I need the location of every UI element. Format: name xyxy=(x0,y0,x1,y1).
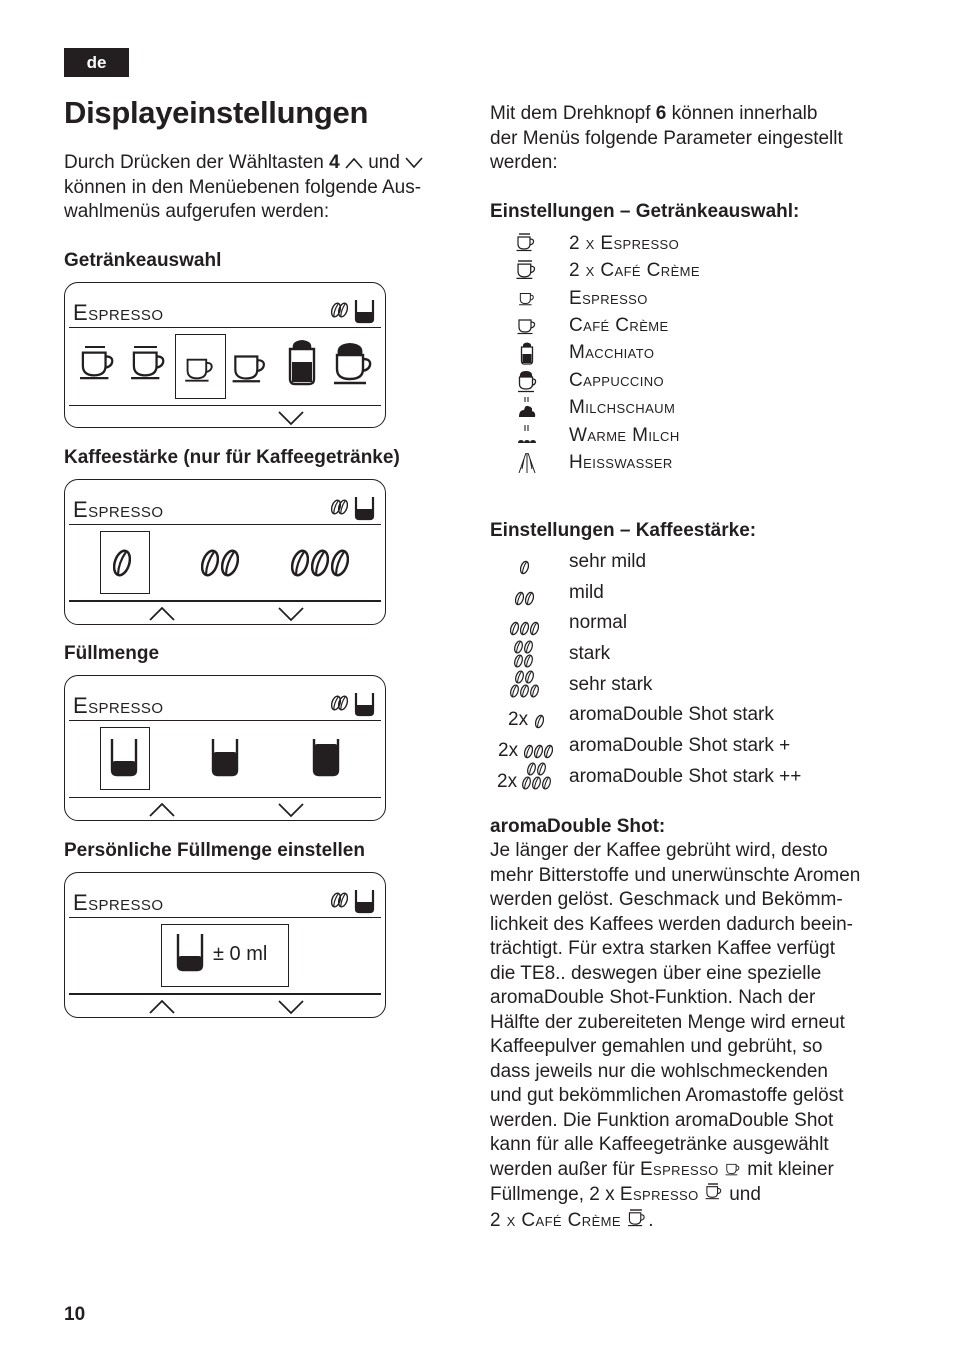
display-title: Espresso xyxy=(73,693,164,718)
bean-5-icon xyxy=(522,762,558,792)
aroma-text: werden außer für xyxy=(490,1158,640,1180)
display-title: Espresso xyxy=(73,497,164,522)
strength-label: aromaDouble Shot stark + xyxy=(569,735,791,756)
display-divider xyxy=(69,405,381,406)
double-shot-prefix: 2x xyxy=(508,709,529,730)
aroma-line: trächtigt. Für extra starken Kaffee verfügt xyxy=(490,938,835,959)
hot-water-icon xyxy=(514,451,540,475)
nav-up-arrow[interactable] xyxy=(149,803,175,817)
bean-1-icon xyxy=(520,560,536,576)
milk-foam-icon xyxy=(514,396,540,420)
strength-and-volume-icon xyxy=(329,494,377,524)
macchiato-glass-icon xyxy=(514,341,540,365)
drink-label: Heisswasser xyxy=(569,452,673,473)
strength-label: aromaDouble Shot stark ++ xyxy=(569,766,802,787)
aroma-line: Kaffeepulver gemahlen und gebrüht, so xyxy=(490,1036,823,1057)
nav-down-arrow[interactable] xyxy=(278,803,304,817)
aroma-line: mehr Bitterstoffe und unerwünschte Aromen xyxy=(490,864,861,886)
nav-down-arrow[interactable] xyxy=(278,1000,304,1014)
aroma-line: Je länger der Kaffee gebrüht wird, desto xyxy=(490,840,828,861)
aroma-line: Hälfte der zubereiteten Menge wird erneut xyxy=(490,1011,845,1033)
drink-label: Warme Milch xyxy=(569,425,680,446)
strength-label: normal xyxy=(569,612,628,633)
bean-1-icon xyxy=(535,714,549,730)
display-divider xyxy=(69,797,381,798)
warm-milk-icon xyxy=(514,424,540,448)
intro-text: Durch Drücken der Wähltasten xyxy=(64,152,330,173)
right-intro-line-3: werden: xyxy=(490,152,558,173)
aroma-drink-name: Espresso xyxy=(619,1184,699,1205)
double-shot-prefix: 2x xyxy=(497,771,518,792)
double-espresso-icon xyxy=(514,232,540,254)
double-cafe-creme-icon xyxy=(626,1208,648,1228)
right-intro xyxy=(490,102,910,176)
strength-label: sehr mild xyxy=(569,551,647,572)
panel-heading-personal-volume: Persönliche Füllmenge einstellen xyxy=(64,840,365,861)
display-divider xyxy=(69,524,381,525)
right-intro-line-2: der Menüs folgende Parameter eingestellt xyxy=(490,127,843,149)
panel-heading-strength: Kaffeestärke (nur für Kaffeegetränke) xyxy=(64,447,400,468)
display-divider xyxy=(69,600,381,602)
volume-glass-icon xyxy=(175,931,205,973)
strength-heading: Einstellungen – Kaffeestärke: xyxy=(490,520,757,541)
panel-heading-volume: Füllmenge xyxy=(64,643,160,664)
cappuccino-cup-icon xyxy=(514,369,540,393)
right-intro-text-2: können innerhalb xyxy=(666,103,818,124)
strength-label: stark xyxy=(569,643,611,664)
drink-label: 2 x Café Crème xyxy=(569,260,700,281)
drink-label: Milchschaum xyxy=(569,397,676,418)
double-cafe-creme-icon xyxy=(514,259,540,281)
display-divider xyxy=(69,720,381,721)
nav-down-arrow[interactable] xyxy=(278,607,304,621)
aroma-line: kann für alle Kaffeegetränke ausgewählt xyxy=(490,1134,829,1155)
aroma-text: Füllmenge, 2 x xyxy=(490,1184,620,1205)
page-number: 10 xyxy=(64,1304,86,1325)
double-espresso-icon[interactable] xyxy=(79,345,119,383)
aroma-text: mit kleiner xyxy=(741,1158,834,1180)
intro-line-3: wahlmenüs aufgerufen werden: xyxy=(64,201,330,222)
cafe-creme-cup-icon xyxy=(514,315,540,337)
small-volume-icon[interactable] xyxy=(109,736,139,778)
display-drink-selection xyxy=(64,282,386,428)
key-number: 4 xyxy=(329,152,340,173)
aroma-line: und gut bekömmlichen Aromastoffe gelöst xyxy=(490,1085,844,1106)
aroma-drink-name: 2 x Café Crème xyxy=(490,1209,621,1231)
display-title: Espresso xyxy=(73,890,164,915)
double-shot-prefix: 2x xyxy=(498,740,519,761)
bean-2-icon[interactable] xyxy=(201,548,249,580)
drink-label: Café Crème xyxy=(569,315,669,336)
aroma-text: und xyxy=(723,1184,761,1205)
strength-and-volume-icon xyxy=(329,297,377,327)
display-divider xyxy=(69,917,381,918)
cafe-creme-cup-icon[interactable] xyxy=(231,351,271,385)
double-espresso-icon xyxy=(704,1182,724,1202)
drink-label: Cappuccino xyxy=(569,370,665,391)
aroma-line: werden. Die Funktion aromaDouble Shot xyxy=(490,1109,834,1131)
aroma-paragraph xyxy=(490,839,910,1233)
nav-up-arrow[interactable] xyxy=(149,1000,175,1014)
display-coffee-strength xyxy=(64,479,386,625)
strength-label: mild xyxy=(569,582,604,603)
strength-and-volume-icon xyxy=(329,690,377,720)
drinks-heading: Einstellungen – Getränkeauswahl: xyxy=(490,201,800,222)
espresso-cup-icon xyxy=(514,289,540,309)
aroma-line: aromaDouble Shot-Funktion. Nach der xyxy=(490,987,816,1008)
intro-paragraph xyxy=(64,151,464,225)
aroma-text: . xyxy=(648,1209,654,1231)
chevron-up-icon xyxy=(345,157,363,169)
double-cafe-creme-icon[interactable] xyxy=(129,345,171,383)
page-title: Displayeinstellungen xyxy=(64,95,369,130)
right-intro-text: Mit dem Drehknopf xyxy=(490,103,656,124)
espresso-cup-icon xyxy=(724,1161,742,1177)
aroma-heading: aromaDouble Shot: xyxy=(490,816,666,837)
bean-3-icon[interactable] xyxy=(291,548,363,580)
aroma-line: die TE8.. deswegen über eine spezielle xyxy=(490,962,822,984)
bean-3-icon xyxy=(510,621,546,637)
espresso-cup-icon[interactable] xyxy=(184,355,218,383)
bean-4-icon xyxy=(514,640,540,670)
macchiato-glass-icon[interactable] xyxy=(287,337,317,387)
language-badge: de xyxy=(64,48,129,77)
panel-heading-drink: Getränkeauswahl xyxy=(64,250,222,271)
intro-line-2: können in den Menüebenen folgende Aus- xyxy=(64,176,422,198)
volume-value: ± 0 ml xyxy=(213,943,268,965)
drink-label: Macchiato xyxy=(569,342,655,363)
strength-and-volume-icon xyxy=(329,887,377,917)
aroma-line: dass jeweils nur die wohlschmeckenden xyxy=(490,1060,828,1082)
medium-volume-icon[interactable] xyxy=(210,736,240,778)
bean-2-icon xyxy=(515,591,541,607)
display-fill-volume xyxy=(64,675,386,821)
nav-down-arrow[interactable] xyxy=(278,411,304,425)
aroma-drink-name: Espresso xyxy=(639,1158,719,1180)
cappuccino-cup-icon[interactable] xyxy=(333,339,375,385)
drink-label: Espresso xyxy=(569,288,648,309)
drink-label: 2 x Espresso xyxy=(569,233,680,254)
large-volume-icon[interactable] xyxy=(311,736,341,778)
bean-5-icon xyxy=(510,670,546,700)
aroma-line: lichkeit des Kaffees werden dadurch beein- xyxy=(490,913,853,935)
intro-text-and: und xyxy=(362,152,406,173)
display-personal-volume xyxy=(64,872,386,1018)
knob-number: 6 xyxy=(655,103,667,124)
bean-1-icon[interactable] xyxy=(113,548,137,580)
nav-up-arrow[interactable] xyxy=(149,607,175,621)
strength-label: aromaDouble Shot stark xyxy=(569,704,774,725)
bean-3-icon xyxy=(524,744,558,760)
display-divider xyxy=(69,327,381,328)
display-divider xyxy=(69,993,381,995)
chevron-down-icon xyxy=(405,157,423,169)
aroma-line: werden gelöst. Geschmack und Bekömm- xyxy=(490,889,843,910)
display-title: Espresso xyxy=(73,300,164,325)
strength-label: sehr stark xyxy=(569,674,653,695)
